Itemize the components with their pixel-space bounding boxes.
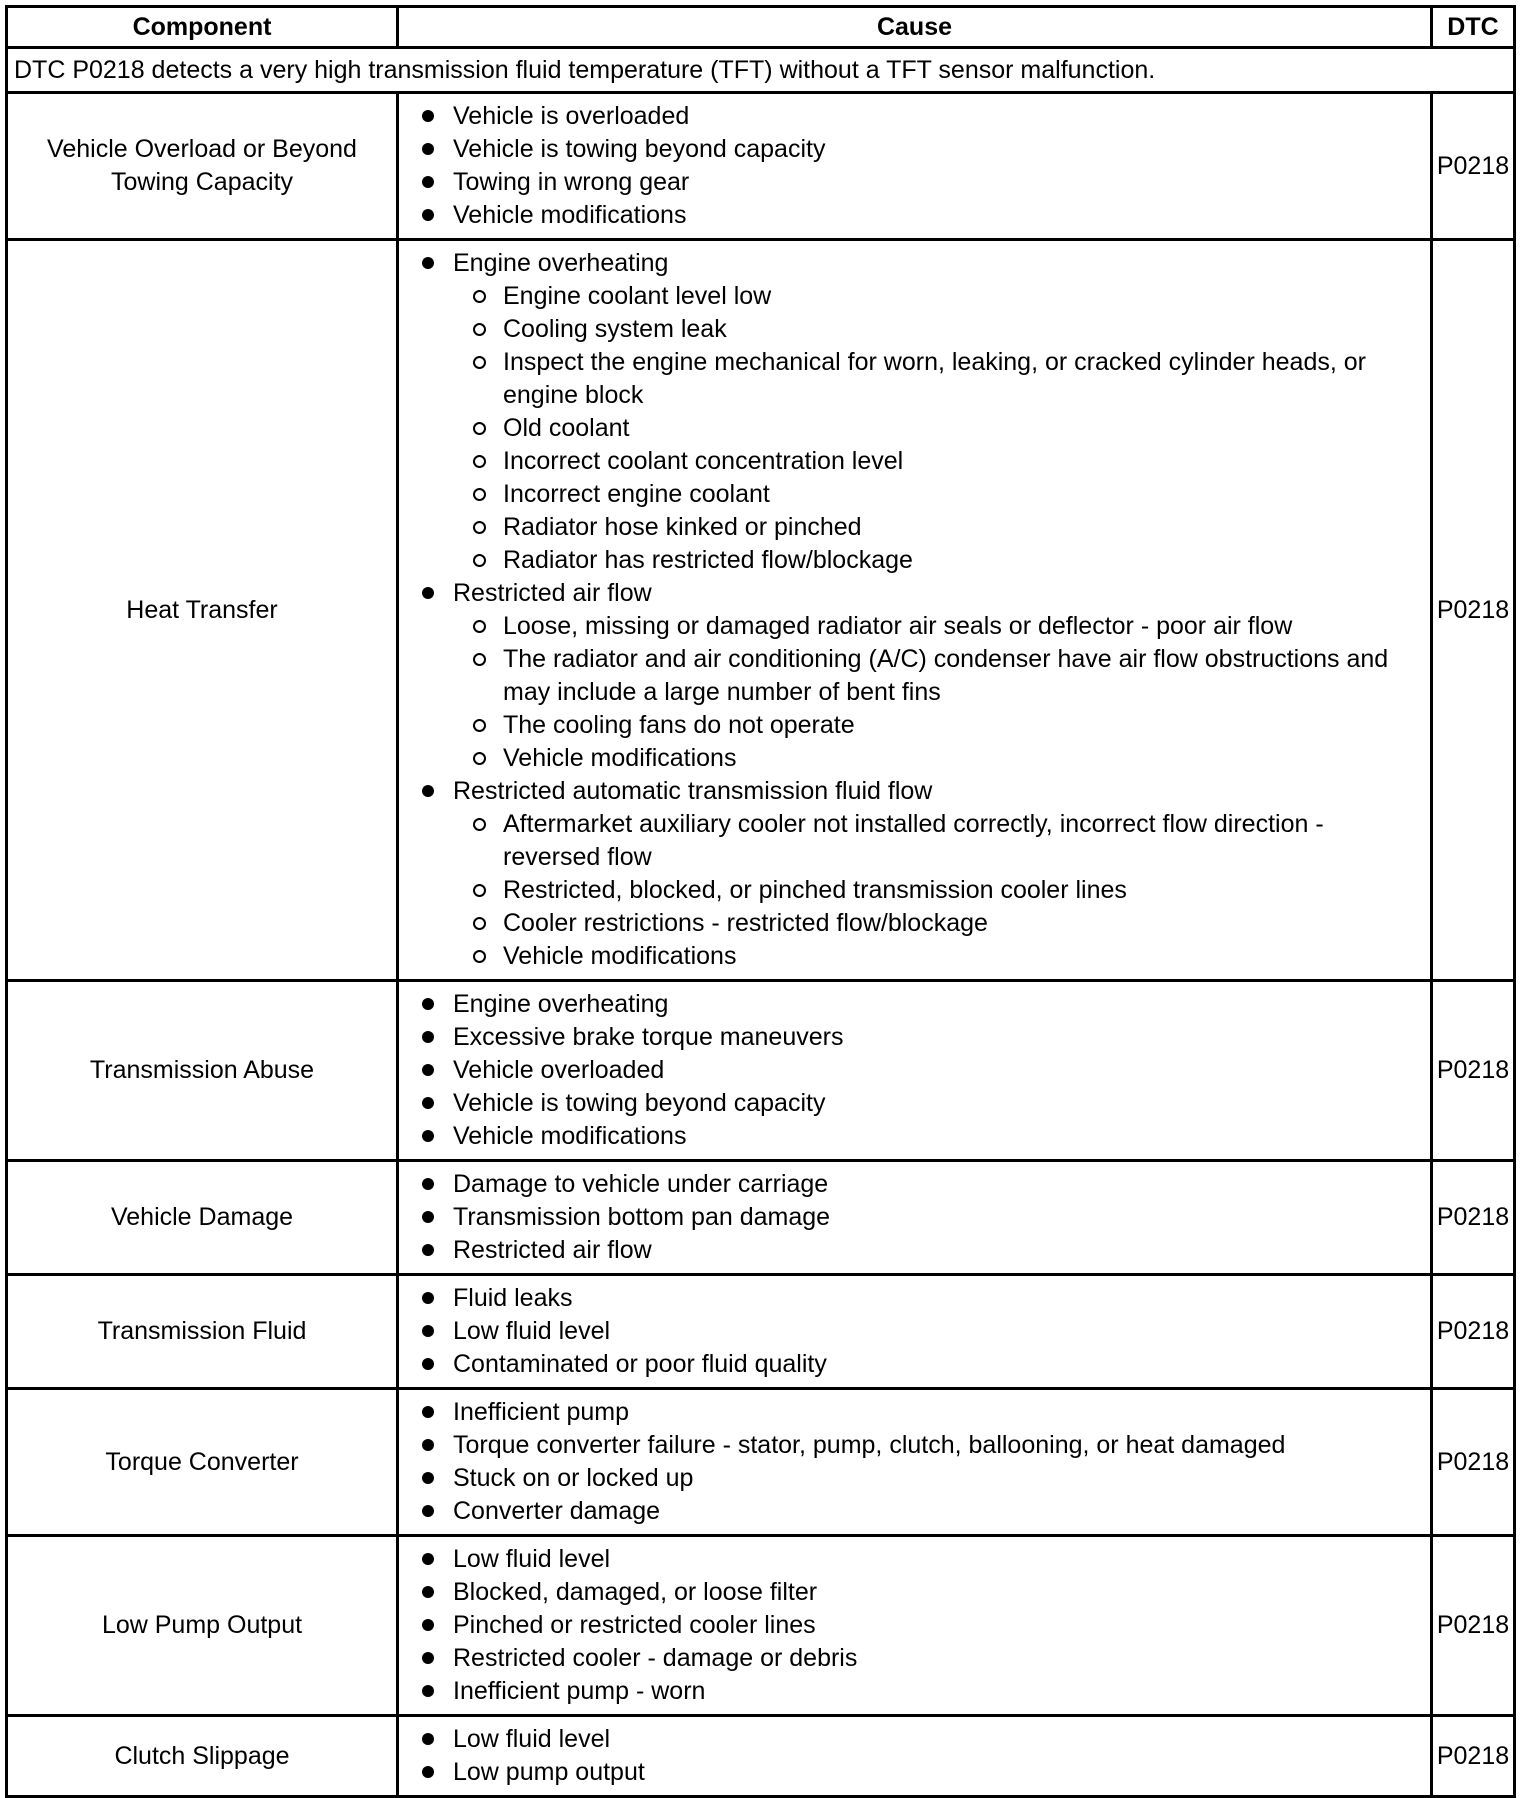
sub-cause-list bbox=[453, 610, 1420, 775]
header-component: Component bbox=[7, 7, 398, 48]
cause-text: Restricted air flow bbox=[453, 579, 652, 607]
component-cell: Clutch Slippage bbox=[7, 1716, 398, 1797]
sub-cause-item: Incorrect coolant concentration level bbox=[471, 445, 1420, 478]
cause-list bbox=[421, 1723, 1420, 1789]
sub-cause-item: Cooling system leak bbox=[471, 313, 1420, 346]
table-row bbox=[7, 981, 1515, 1161]
cause-list bbox=[421, 100, 1420, 232]
summary-text: DTC P0218 detects a very high transmission fluid temperature (TFT) without a TFT sensor malfunction. bbox=[7, 48, 1515, 93]
component-cell: Transmission Fluid bbox=[7, 1275, 398, 1389]
table-row bbox=[7, 240, 1515, 981]
cause-cell bbox=[398, 1389, 1432, 1536]
cause-text: Transmission bottom pan damage bbox=[453, 1203, 831, 1231]
cause-text: Vehicle is towing beyond capacity bbox=[453, 135, 826, 163]
cause-list bbox=[421, 1168, 1420, 1267]
cause-text: Low fluid level bbox=[453, 1545, 611, 1573]
sub-cause-item: Incorrect engine coolant bbox=[471, 478, 1420, 511]
cause-list bbox=[421, 1543, 1420, 1708]
table-row bbox=[7, 93, 1515, 240]
dtc-code-cell: P0218 bbox=[1432, 981, 1515, 1161]
cause-text: Towing in wrong gear bbox=[453, 168, 690, 196]
table-row bbox=[7, 1536, 1515, 1716]
cause-text: Damage to vehicle under carriage bbox=[453, 1170, 829, 1198]
cause-item bbox=[421, 1642, 1420, 1675]
cause-cell bbox=[398, 1536, 1432, 1716]
cause-item bbox=[421, 1201, 1420, 1234]
cause-item bbox=[421, 133, 1420, 166]
table-row bbox=[7, 1389, 1515, 1536]
cause-list bbox=[421, 247, 1420, 973]
sub-cause-list bbox=[453, 280, 1420, 577]
component-cell: Low Pump Output bbox=[7, 1536, 398, 1716]
cause-item bbox=[421, 1234, 1420, 1267]
sub-cause-item: Loose, missing or damaged radiator air seals or deflector - poor air flow bbox=[471, 610, 1420, 643]
cause-cell bbox=[398, 93, 1432, 240]
cause-item bbox=[421, 1021, 1420, 1054]
cause-item bbox=[421, 1168, 1420, 1201]
cause-item bbox=[421, 1576, 1420, 1609]
cause-cell bbox=[398, 1161, 1432, 1275]
summary-row bbox=[7, 48, 1515, 93]
dtc-code-cell: P0218 bbox=[1432, 240, 1515, 981]
cause-item bbox=[421, 166, 1420, 199]
cause-item bbox=[421, 1756, 1420, 1789]
dtc-code-cell: P0218 bbox=[1432, 1161, 1515, 1275]
sub-cause-item: Inspect the engine mechanical for worn, leaking, or cracked cylinder heads, or engine block bbox=[471, 346, 1420, 412]
header-row bbox=[7, 7, 1515, 48]
cause-list bbox=[421, 1396, 1420, 1528]
cause-text: Engine overheating bbox=[453, 249, 669, 277]
cause-item bbox=[421, 1609, 1420, 1642]
cause-cell bbox=[398, 1275, 1432, 1389]
cause-item bbox=[421, 1429, 1420, 1462]
sub-cause-item: Engine coolant level low bbox=[471, 280, 1420, 313]
cause-item bbox=[421, 1462, 1420, 1495]
cause-text: Low pump output bbox=[453, 1758, 645, 1786]
table-row bbox=[7, 1716, 1515, 1797]
component-cell: Transmission Abuse bbox=[7, 981, 398, 1161]
cause-list bbox=[421, 988, 1420, 1153]
sub-cause-item: Cooler restrictions - restricted flow/blockage bbox=[471, 907, 1420, 940]
table-row bbox=[7, 1161, 1515, 1275]
dtc-code-cell: P0218 bbox=[1432, 1716, 1515, 1797]
sub-cause-item: Vehicle modifications bbox=[471, 940, 1420, 973]
cause-item bbox=[421, 1543, 1420, 1576]
cause-text: Fluid leaks bbox=[453, 1284, 573, 1312]
component-cell: Torque Converter bbox=[7, 1389, 398, 1536]
cause-text: Low fluid level bbox=[453, 1317, 611, 1345]
cause-text: Inefficient pump bbox=[453, 1398, 630, 1426]
cause-text: Vehicle modifications bbox=[453, 1122, 687, 1150]
sub-cause-item: Aftermarket auxiliary cooler not installed correctly, incorrect flow direction - reversed flow bbox=[471, 808, 1420, 874]
sub-cause-item: The radiator and air conditioning (A/C) condenser have air flow obstructions and may include a large number of bent fins bbox=[471, 643, 1420, 709]
header-cause: Cause bbox=[398, 7, 1432, 48]
cause-text: Restricted cooler - damage or debris bbox=[453, 1644, 858, 1672]
cause-text: Vehicle is overloaded bbox=[453, 102, 690, 130]
dtc-cause-table bbox=[5, 5, 1516, 1798]
dtc-code-cell: P0218 bbox=[1432, 1536, 1515, 1716]
cause-cell bbox=[398, 981, 1432, 1161]
header-dtc: DTC bbox=[1432, 7, 1515, 48]
component-cell: Vehicle Damage bbox=[7, 1161, 398, 1275]
table-row bbox=[7, 1275, 1515, 1389]
cause-text: Blocked, damaged, or loose filter bbox=[453, 1578, 818, 1606]
cause-text: Torque converter failure - stator, pump, clutch, ballooning, or heat damaged bbox=[453, 1431, 1286, 1459]
cause-item bbox=[421, 1315, 1420, 1348]
sub-cause-list bbox=[453, 808, 1420, 973]
sub-cause-item: Restricted, blocked, or pinched transmission cooler lines bbox=[471, 874, 1420, 907]
dtc-code-cell: P0218 bbox=[1432, 1389, 1515, 1536]
cause-item bbox=[421, 1054, 1420, 1087]
cause-text: Vehicle overloaded bbox=[453, 1056, 665, 1084]
cause-text: Restricted automatic transmission fluid flow bbox=[453, 777, 933, 805]
sub-cause-item: Radiator hose kinked or pinched bbox=[471, 511, 1420, 544]
cause-item bbox=[421, 1282, 1420, 1315]
cause-list bbox=[421, 1282, 1420, 1381]
cause-item bbox=[421, 988, 1420, 1021]
cause-item bbox=[421, 1396, 1420, 1429]
cause-item bbox=[421, 247, 1420, 577]
cause-item bbox=[421, 1348, 1420, 1381]
sub-cause-item: Old coolant bbox=[471, 412, 1420, 445]
cause-item bbox=[421, 199, 1420, 232]
cause-text: Vehicle modifications bbox=[453, 201, 687, 229]
sub-cause-item: Radiator has restricted flow/blockage bbox=[471, 544, 1420, 577]
cause-item bbox=[421, 1087, 1420, 1120]
cause-item bbox=[421, 1120, 1420, 1153]
cause-text: Engine overheating bbox=[453, 990, 669, 1018]
cause-item bbox=[421, 775, 1420, 973]
cause-cell bbox=[398, 240, 1432, 981]
component-cell: Heat Transfer bbox=[7, 240, 398, 981]
cause-text: Converter damage bbox=[453, 1497, 661, 1525]
cause-text: Contaminated or poor fluid quality bbox=[453, 1350, 827, 1378]
sub-cause-item: The cooling fans do not operate bbox=[471, 709, 1420, 742]
table-body bbox=[7, 48, 1515, 1797]
cause-text: Pinched or restricted cooler lines bbox=[453, 1611, 816, 1639]
dtc-code-cell: P0218 bbox=[1432, 93, 1515, 240]
cause-text: Inefficient pump - worn bbox=[453, 1677, 706, 1705]
cause-item bbox=[421, 1675, 1420, 1708]
cause-text: Low fluid level bbox=[453, 1725, 611, 1753]
sub-cause-item: Vehicle modifications bbox=[471, 742, 1420, 775]
cause-item bbox=[421, 577, 1420, 775]
cause-item bbox=[421, 1495, 1420, 1528]
cause-text: Restricted air flow bbox=[453, 1236, 652, 1264]
cause-text: Excessive brake torque maneuvers bbox=[453, 1023, 844, 1051]
cause-item bbox=[421, 100, 1420, 133]
cause-text: Vehicle is towing beyond capacity bbox=[453, 1089, 826, 1117]
dtc-code-cell: P0218 bbox=[1432, 1275, 1515, 1389]
cause-cell bbox=[398, 1716, 1432, 1797]
component-cell: Vehicle Overload or Beyond Towing Capacity bbox=[7, 93, 398, 240]
cause-text: Stuck on or locked up bbox=[453, 1464, 694, 1492]
